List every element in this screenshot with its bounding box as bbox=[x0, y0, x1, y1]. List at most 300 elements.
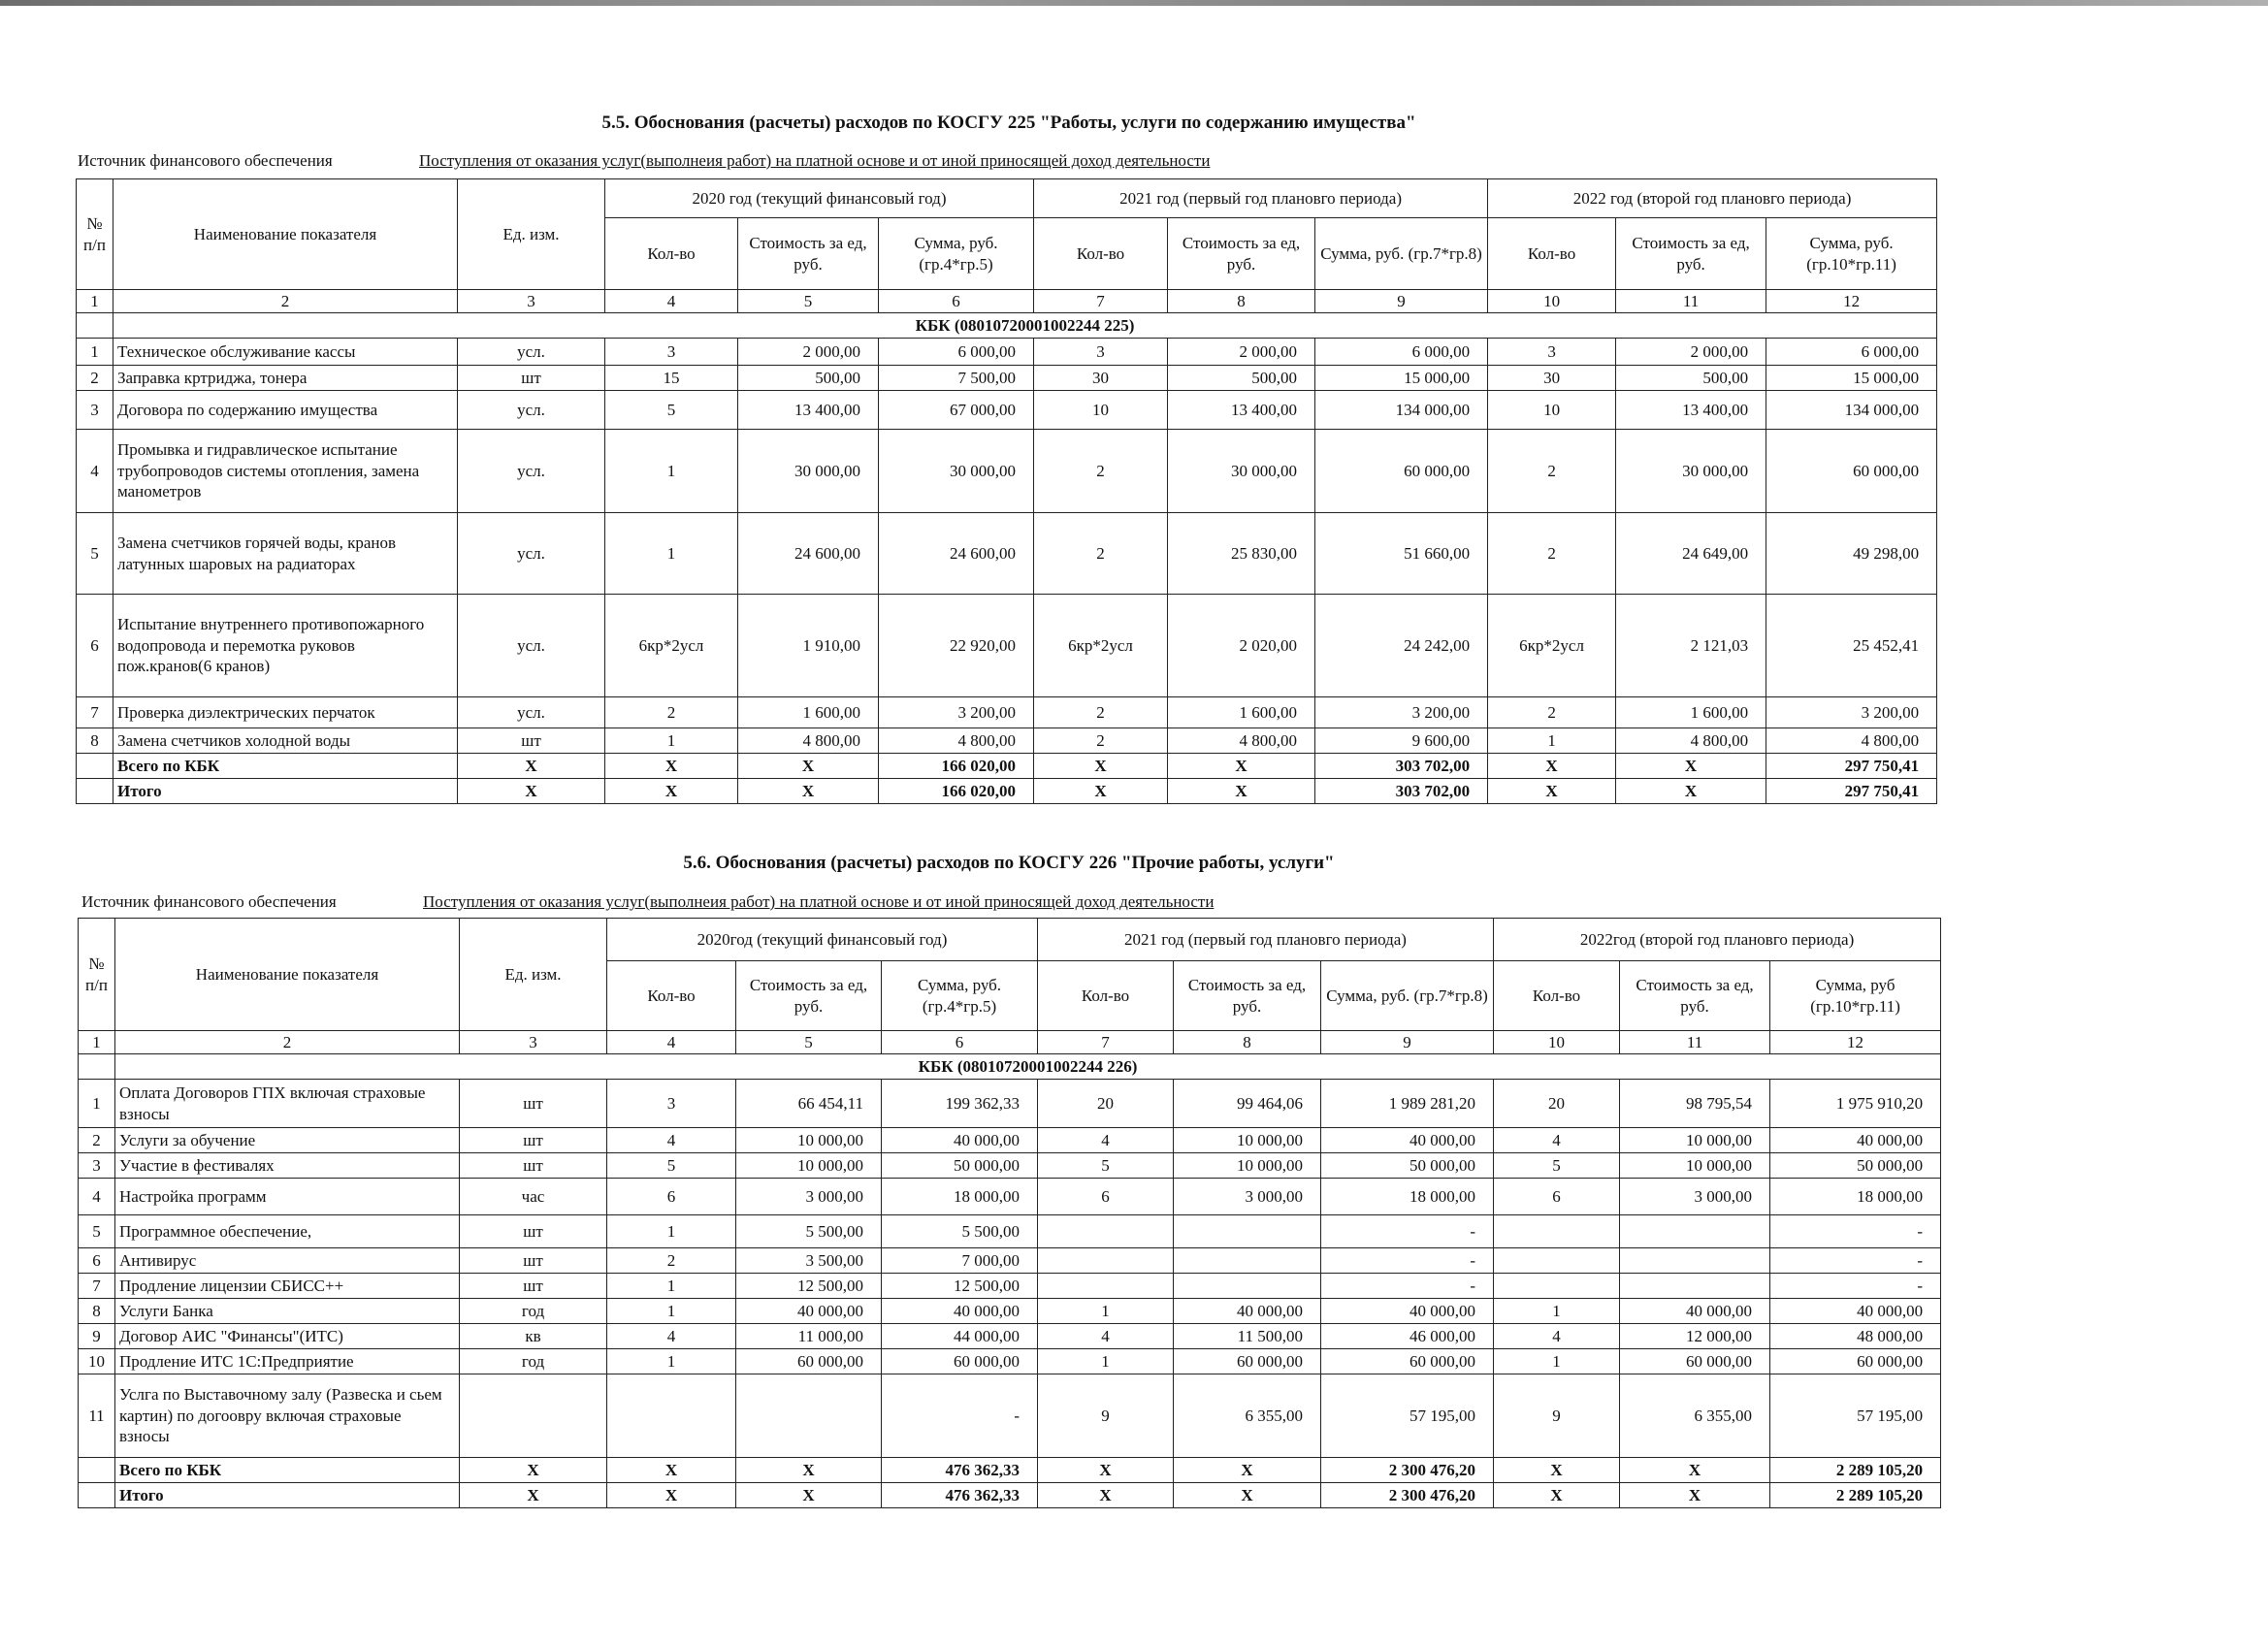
row-number: 5 bbox=[77, 513, 113, 595]
table-row bbox=[79, 1349, 1941, 1374]
qty-2022 bbox=[1494, 1248, 1620, 1274]
total-label: Итого bbox=[115, 1483, 460, 1508]
item-name: Промывка и гидравлическое испытание трубопроводов системы отопления, замена манометров bbox=[113, 430, 458, 513]
total-qty-2022: X bbox=[1494, 1483, 1620, 1508]
total-sum-2021: 2 300 476,20 bbox=[1321, 1483, 1494, 1508]
unit: усл. bbox=[458, 391, 605, 430]
total-unit: X bbox=[458, 754, 605, 779]
sum-2021: 6 000,00 bbox=[1315, 339, 1488, 366]
total-qty-2020: X bbox=[605, 754, 738, 779]
price-2022: 98 795,54 bbox=[1620, 1080, 1770, 1128]
qty-2022: 10 bbox=[1488, 391, 1616, 430]
price-2022: 3 000,00 bbox=[1620, 1179, 1770, 1215]
sum-2021: 51 660,00 bbox=[1315, 513, 1488, 595]
table1-title: 5.5. Обоснования (расчеты) расходов по КОСГУ 225 "Работы, услуги по содержанию имущества" bbox=[601, 113, 1416, 133]
price-2021: 2 020,00 bbox=[1168, 595, 1315, 697]
total-label: Всего по КБК bbox=[115, 1458, 460, 1483]
colnum: 7 bbox=[1034, 290, 1168, 313]
qty-2022: 2 bbox=[1488, 697, 1616, 728]
sum-2022: 15 000,00 bbox=[1766, 366, 1937, 391]
colnum: 12 bbox=[1770, 1031, 1941, 1054]
qty-2021: 6кр*2усл bbox=[1034, 595, 1168, 697]
colnum: 2 bbox=[113, 290, 458, 313]
header-year-2020: 2020 год (текущий финансовый год) bbox=[605, 179, 1034, 218]
price-2020: 10 000,00 bbox=[736, 1128, 882, 1153]
row-number: 6 bbox=[77, 595, 113, 697]
sum-2021: 24 242,00 bbox=[1315, 595, 1488, 697]
table-row bbox=[77, 366, 1937, 391]
total-price-2022: X bbox=[1620, 1483, 1770, 1508]
price-2022: 4 800,00 bbox=[1616, 728, 1766, 754]
total-price-2022: X bbox=[1616, 754, 1766, 779]
grand-total-row bbox=[77, 779, 1937, 804]
qty-2022: 3 bbox=[1488, 339, 1616, 366]
sum-2020: 5 500,00 bbox=[882, 1215, 1038, 1248]
sum-2020: 3 200,00 bbox=[879, 697, 1034, 728]
column-number-row bbox=[79, 1031, 1941, 1054]
qty-2020: 1 bbox=[605, 430, 738, 513]
unit: кв bbox=[460, 1324, 607, 1349]
total-qty-2022: X bbox=[1488, 779, 1616, 804]
sum-2021: 18 000,00 bbox=[1321, 1179, 1494, 1215]
row-number: 9 bbox=[79, 1324, 115, 1349]
sum-2022: 134 000,00 bbox=[1766, 391, 1937, 430]
price-2021: 1 600,00 bbox=[1168, 697, 1315, 728]
total-price-2020: X bbox=[736, 1458, 882, 1483]
sum-2020: 18 000,00 bbox=[882, 1179, 1038, 1215]
item-name: Продление лицензии СБИСС++ bbox=[115, 1274, 460, 1299]
table-row bbox=[79, 1080, 1941, 1128]
sum-2021: 15 000,00 bbox=[1315, 366, 1488, 391]
item-name: Заправка кртриджа, тонера bbox=[113, 366, 458, 391]
item-name: Программное обеспечение, bbox=[115, 1215, 460, 1248]
sum-2022: 60 000,00 bbox=[1766, 430, 1937, 513]
total-sum-2021: 303 702,00 bbox=[1315, 754, 1488, 779]
qty-2022: 20 bbox=[1494, 1080, 1620, 1128]
price-2022: 500,00 bbox=[1616, 366, 1766, 391]
qty-2020: 2 bbox=[607, 1248, 736, 1274]
unit: усл. bbox=[458, 697, 605, 728]
header-price: Стоимость за ед, руб. bbox=[1174, 961, 1321, 1031]
sum-2022: 1 975 910,20 bbox=[1770, 1080, 1941, 1128]
kbk-code: КБК (08010720001002244 225) bbox=[113, 313, 1937, 339]
colnum: 7 bbox=[1038, 1031, 1174, 1054]
unit bbox=[460, 1374, 607, 1458]
sum-2020: 4 800,00 bbox=[879, 728, 1034, 754]
price-2022: 60 000,00 bbox=[1620, 1349, 1770, 1374]
total-qty-2021: X bbox=[1034, 754, 1168, 779]
header-price: Стоимость за ед, руб. bbox=[736, 961, 882, 1031]
price-2021: 30 000,00 bbox=[1168, 430, 1315, 513]
total-sum-2022: 2 289 105,20 bbox=[1770, 1483, 1941, 1508]
price-2021 bbox=[1174, 1274, 1321, 1299]
qty-2020: 15 bbox=[605, 366, 738, 391]
qty-2021: 1 bbox=[1038, 1299, 1174, 1324]
unit: шт bbox=[458, 728, 605, 754]
sum-2020: 67 000,00 bbox=[879, 391, 1034, 430]
qty-2022: 1 bbox=[1494, 1299, 1620, 1324]
sum-2020: 30 000,00 bbox=[879, 430, 1034, 513]
qty-2021: 3 bbox=[1034, 339, 1168, 366]
sum-2021: 40 000,00 bbox=[1321, 1128, 1494, 1153]
qty-2022: 4 bbox=[1494, 1128, 1620, 1153]
price-2022 bbox=[1620, 1248, 1770, 1274]
table-row bbox=[77, 339, 1937, 366]
sum-2022: 49 298,00 bbox=[1766, 513, 1937, 595]
price-2022: 10 000,00 bbox=[1620, 1128, 1770, 1153]
price-2020: 10 000,00 bbox=[736, 1153, 882, 1179]
header-price: Стоимость за ед, руб. bbox=[1616, 218, 1766, 290]
table-row bbox=[79, 1274, 1941, 1299]
qty-2020: 3 bbox=[605, 339, 738, 366]
sum-2022: 40 000,00 bbox=[1770, 1128, 1941, 1153]
row-number: 2 bbox=[77, 366, 113, 391]
item-name: Антивирус bbox=[115, 1248, 460, 1274]
total-sum-2020: 476 362,33 bbox=[882, 1458, 1038, 1483]
price-2021: 2 000,00 bbox=[1168, 339, 1315, 366]
sum-2021: 60 000,00 bbox=[1321, 1349, 1494, 1374]
kbk-empty-cell bbox=[77, 313, 113, 339]
header-sum: Сумма, руб. (гр.4*гр.5) bbox=[882, 961, 1038, 1031]
total-row-number bbox=[79, 1483, 115, 1508]
price-2020: 60 000,00 bbox=[736, 1349, 882, 1374]
header-sum: Сумма, руб. (гр.4*гр.5) bbox=[879, 218, 1034, 290]
header-price: Стоимость за ед, руб. bbox=[1168, 218, 1315, 290]
total-qty-2020: X bbox=[607, 1483, 736, 1508]
sum-2022: 25 452,41 bbox=[1766, 595, 1937, 697]
price-2021: 3 000,00 bbox=[1174, 1179, 1321, 1215]
colnum: 2 bbox=[115, 1031, 460, 1054]
price-2020: 3 500,00 bbox=[736, 1248, 882, 1274]
price-2022: 1 600,00 bbox=[1616, 697, 1766, 728]
total-qty-2020: X bbox=[607, 1458, 736, 1483]
item-name: Продление ИТС 1С:Предприятие bbox=[115, 1349, 460, 1374]
header-sum: Сумма, руб (гр.10*гр.11) bbox=[1770, 961, 1941, 1031]
row-number: 1 bbox=[79, 1080, 115, 1128]
row-number: 5 bbox=[79, 1215, 115, 1248]
price-2021: 13 400,00 bbox=[1168, 391, 1315, 430]
price-2022: 40 000,00 bbox=[1620, 1299, 1770, 1324]
total-label: Итого bbox=[113, 779, 458, 804]
table-row bbox=[79, 1153, 1941, 1179]
sum-2021: 9 600,00 bbox=[1315, 728, 1488, 754]
sum-2020: 22 920,00 bbox=[879, 595, 1034, 697]
row-number: 8 bbox=[79, 1299, 115, 1324]
qty-2021: 5 bbox=[1038, 1153, 1174, 1179]
qty-2021: 20 bbox=[1038, 1080, 1174, 1128]
unit: шт bbox=[460, 1248, 607, 1274]
column-number-row bbox=[77, 290, 1937, 313]
qty-2020: 4 bbox=[607, 1128, 736, 1153]
qty-2022: 2 bbox=[1488, 430, 1616, 513]
table2-title: 5.6. Обоснования (расчеты) расходов по КОСГУ 226 "Прочие работы, услуги" bbox=[683, 853, 1335, 873]
price-2020: 24 600,00 bbox=[738, 513, 879, 595]
table-row bbox=[77, 595, 1937, 697]
sum-2020: 50 000,00 bbox=[882, 1153, 1038, 1179]
sum-2021: 57 195,00 bbox=[1321, 1374, 1494, 1458]
colnum: 11 bbox=[1620, 1031, 1770, 1054]
price-2021: 10 000,00 bbox=[1174, 1153, 1321, 1179]
price-2020: 3 000,00 bbox=[736, 1179, 882, 1215]
sum-2020: 40 000,00 bbox=[882, 1299, 1038, 1324]
header-year-2020: 2020год (текущий финансовый год) bbox=[607, 919, 1038, 961]
sum-2022: 6 000,00 bbox=[1766, 339, 1937, 366]
sum-2020: 7 000,00 bbox=[882, 1248, 1038, 1274]
price-2020: 1 600,00 bbox=[738, 697, 879, 728]
price-2021: 6 355,00 bbox=[1174, 1374, 1321, 1458]
table-row bbox=[77, 728, 1937, 754]
price-2021 bbox=[1174, 1215, 1321, 1248]
kbk-code: КБК (08010720001002244 226) bbox=[115, 1054, 1941, 1080]
sum-2021: - bbox=[1321, 1215, 1494, 1248]
colnum: 6 bbox=[882, 1031, 1038, 1054]
price-2021: 99 464,06 bbox=[1174, 1080, 1321, 1128]
item-name: Услуги за обучение bbox=[115, 1128, 460, 1153]
table1-source bbox=[78, 151, 1436, 173]
sum-2020: 6 000,00 bbox=[879, 339, 1034, 366]
colnum: 9 bbox=[1315, 290, 1488, 313]
unit: шт bbox=[460, 1274, 607, 1299]
qty-2021: 10 bbox=[1034, 391, 1168, 430]
price-2021: 4 800,00 bbox=[1168, 728, 1315, 754]
grand-total-row bbox=[79, 1483, 1941, 1508]
qty-2021: 6 bbox=[1038, 1179, 1174, 1215]
price-2020: 500,00 bbox=[738, 366, 879, 391]
sum-2022: - bbox=[1770, 1248, 1941, 1274]
sum-2020: 40 000,00 bbox=[882, 1128, 1038, 1153]
price-2020: 13 400,00 bbox=[738, 391, 879, 430]
price-2022: 12 000,00 bbox=[1620, 1324, 1770, 1349]
row-number: 7 bbox=[77, 697, 113, 728]
total-row-number bbox=[77, 779, 113, 804]
sum-2020: - bbox=[882, 1374, 1038, 1458]
price-2021: 10 000,00 bbox=[1174, 1128, 1321, 1153]
header-name: Наименование показателя bbox=[113, 179, 458, 290]
qty-2021: 4 bbox=[1038, 1128, 1174, 1153]
total-qty-2020: X bbox=[605, 779, 738, 804]
price-2021: 11 500,00 bbox=[1174, 1324, 1321, 1349]
qty-2021: 2 bbox=[1034, 513, 1168, 595]
sum-2021: - bbox=[1321, 1248, 1494, 1274]
header-sum: Сумма, руб. (гр.7*гр.8) bbox=[1315, 218, 1488, 290]
sum-2021: 3 200,00 bbox=[1315, 697, 1488, 728]
price-2022: 30 000,00 bbox=[1616, 430, 1766, 513]
unit: шт bbox=[460, 1128, 607, 1153]
colnum: 3 bbox=[458, 290, 605, 313]
price-2022: 6 355,00 bbox=[1620, 1374, 1770, 1458]
table-row bbox=[77, 513, 1937, 595]
row-number: 7 bbox=[79, 1274, 115, 1299]
price-2022: 10 000,00 bbox=[1620, 1153, 1770, 1179]
qty-2020: 1 bbox=[607, 1299, 736, 1324]
qty-2020: 3 bbox=[607, 1080, 736, 1128]
qty-2020: 6 bbox=[607, 1179, 736, 1215]
qty-2020: 6кр*2усл bbox=[605, 595, 738, 697]
colnum: 10 bbox=[1494, 1031, 1620, 1054]
unit: усл. bbox=[458, 430, 605, 513]
header-unit: Ед. изм. bbox=[458, 179, 605, 290]
header-price: Стоимость за ед, руб. bbox=[1620, 961, 1770, 1031]
price-2020 bbox=[736, 1374, 882, 1458]
item-name: Настройка программ bbox=[115, 1179, 460, 1215]
table1 bbox=[76, 178, 1937, 804]
colnum: 8 bbox=[1168, 290, 1315, 313]
qty-2021 bbox=[1038, 1215, 1174, 1248]
qty-2022: 1 bbox=[1494, 1349, 1620, 1374]
qty-2022: 30 bbox=[1488, 366, 1616, 391]
qty-2022: 4 bbox=[1494, 1324, 1620, 1349]
table-row bbox=[79, 1179, 1941, 1215]
row-number: 4 bbox=[77, 430, 113, 513]
price-2020: 40 000,00 bbox=[736, 1299, 882, 1324]
header-qty: Кол-во bbox=[605, 218, 738, 290]
qty-2022: 6 bbox=[1494, 1179, 1620, 1215]
qty-2022: 1 bbox=[1488, 728, 1616, 754]
sum-2020: 44 000,00 bbox=[882, 1324, 1038, 1349]
sum-2022: - bbox=[1770, 1215, 1941, 1248]
total-price-2020: X bbox=[738, 779, 879, 804]
unit: шт bbox=[460, 1080, 607, 1128]
unit: шт bbox=[460, 1153, 607, 1179]
total-unit: X bbox=[458, 779, 605, 804]
total-sum-2020: 166 020,00 bbox=[879, 754, 1034, 779]
sum-2022: 40 000,00 bbox=[1770, 1299, 1941, 1324]
total-qty-2022: X bbox=[1494, 1458, 1620, 1483]
item-name: Техническое обслуживание кассы bbox=[113, 339, 458, 366]
table2-source bbox=[81, 892, 1440, 914]
header-num: № п/п bbox=[77, 179, 113, 290]
price-2020: 66 454,11 bbox=[736, 1080, 882, 1128]
total-qty-2021: X bbox=[1034, 779, 1168, 804]
qty-2021 bbox=[1038, 1274, 1174, 1299]
qty-2021: 2 bbox=[1034, 728, 1168, 754]
total-sum-2022: 297 750,41 bbox=[1766, 754, 1937, 779]
qty-2022: 5 bbox=[1494, 1153, 1620, 1179]
qty-2020: 1 bbox=[607, 1274, 736, 1299]
sum-2022: 60 000,00 bbox=[1770, 1349, 1941, 1374]
header-sum: Сумма, руб. (гр.7*гр.8) bbox=[1321, 961, 1494, 1031]
table2-source-label: Источник финансового обеспечения bbox=[81, 892, 337, 911]
row-number: 3 bbox=[79, 1153, 115, 1179]
qty-2020: 2 bbox=[605, 697, 738, 728]
table2 bbox=[78, 918, 1941, 1508]
total-price-2020: X bbox=[736, 1483, 882, 1508]
price-2022 bbox=[1620, 1215, 1770, 1248]
table-row bbox=[77, 430, 1937, 513]
header-price: Стоимость за ед, руб. bbox=[738, 218, 879, 290]
sum-2022: 4 800,00 bbox=[1766, 728, 1937, 754]
unit: усл. bbox=[458, 339, 605, 366]
unit: усл. bbox=[458, 595, 605, 697]
table-row bbox=[77, 391, 1937, 430]
sum-2022: 3 200,00 bbox=[1766, 697, 1937, 728]
table2-source-value: Поступления от оказания услуг(выполнеия работ) на платной основе и от иной приносящей доход деятельности bbox=[423, 892, 1215, 911]
total-price-2022: X bbox=[1620, 1458, 1770, 1483]
item-name: Замена счетчиков холодной воды bbox=[113, 728, 458, 754]
qty-2021: 1 bbox=[1038, 1349, 1174, 1374]
scan-edge bbox=[0, 0, 2268, 6]
qty-2020: 1 bbox=[605, 513, 738, 595]
qty-2020: 5 bbox=[605, 391, 738, 430]
price-2021: 40 000,00 bbox=[1174, 1299, 1321, 1324]
total-price-2021: X bbox=[1174, 1458, 1321, 1483]
sum-2022: 48 000,00 bbox=[1770, 1324, 1941, 1349]
item-name: Замена счетчиков горячей воды, кранов латунных шаровых на радиаторах bbox=[113, 513, 458, 595]
colnum: 11 bbox=[1616, 290, 1766, 313]
qty-2022: 2 bbox=[1488, 513, 1616, 595]
total-price-2020: X bbox=[738, 754, 879, 779]
item-name: Договор АИС "Финансы"(ИТС) bbox=[115, 1324, 460, 1349]
total-sum-2022: 2 289 105,20 bbox=[1770, 1458, 1941, 1483]
sum-2021: - bbox=[1321, 1274, 1494, 1299]
price-2020: 11 000,00 bbox=[736, 1324, 882, 1349]
item-name: Оплата Договоров ГПХ включая страховые взносы bbox=[115, 1080, 460, 1128]
table-row bbox=[79, 1299, 1941, 1324]
row-number: 11 bbox=[79, 1374, 115, 1458]
qty-2020 bbox=[607, 1374, 736, 1458]
price-2021: 25 830,00 bbox=[1168, 513, 1315, 595]
qty-2021: 30 bbox=[1034, 366, 1168, 391]
total-unit: X bbox=[460, 1458, 607, 1483]
sum-2022: 50 000,00 bbox=[1770, 1153, 1941, 1179]
qty-2021: 4 bbox=[1038, 1324, 1174, 1349]
unit: усл. bbox=[458, 513, 605, 595]
price-2022: 2 000,00 bbox=[1616, 339, 1766, 366]
total-price-2021: X bbox=[1168, 754, 1315, 779]
table1-source-value: Поступления от оказания услуг(выполнеия работ) на платной основе и от иной приносящей доход деятельности bbox=[419, 151, 1211, 170]
qty-2022 bbox=[1494, 1215, 1620, 1248]
colnum: 1 bbox=[77, 290, 113, 313]
price-2021: 500,00 bbox=[1168, 366, 1315, 391]
price-2022: 13 400,00 bbox=[1616, 391, 1766, 430]
header-name: Наименование показателя bbox=[115, 919, 460, 1031]
price-2022: 24 649,00 bbox=[1616, 513, 1766, 595]
colnum: 5 bbox=[738, 290, 879, 313]
item-name: Проверка диэлектрических перчаток bbox=[113, 697, 458, 728]
total-label: Всего по КБК bbox=[113, 754, 458, 779]
item-name: Услга по Выставочному залу (Развеска и сьем картин) по догоовру включая страховые взносы bbox=[115, 1374, 460, 1458]
qty-2020: 1 bbox=[607, 1215, 736, 1248]
qty-2021: 2 bbox=[1034, 697, 1168, 728]
qty-2021: 2 bbox=[1034, 430, 1168, 513]
item-name: Участие в фестивалях bbox=[115, 1153, 460, 1179]
header-qty: Кол-во bbox=[1038, 961, 1174, 1031]
colnum: 4 bbox=[605, 290, 738, 313]
price-2022: 2 121,03 bbox=[1616, 595, 1766, 697]
table-row bbox=[79, 1248, 1941, 1274]
sum-2021: 134 000,00 bbox=[1315, 391, 1488, 430]
unit: год bbox=[460, 1299, 607, 1324]
header-num: № п/п bbox=[79, 919, 115, 1031]
header-year-2021: 2021 год (первый год плановго периода) bbox=[1034, 179, 1488, 218]
price-2020: 5 500,00 bbox=[736, 1215, 882, 1248]
qty-2022: 6кр*2усл bbox=[1488, 595, 1616, 697]
sum-2022: 57 195,00 bbox=[1770, 1374, 1941, 1458]
colnum: 3 bbox=[460, 1031, 607, 1054]
row-number: 1 bbox=[77, 339, 113, 366]
row-number: 4 bbox=[79, 1179, 115, 1215]
qty-2020: 1 bbox=[607, 1349, 736, 1374]
sum-2021: 50 000,00 bbox=[1321, 1153, 1494, 1179]
sum-2022: - bbox=[1770, 1274, 1941, 1299]
row-number: 3 bbox=[77, 391, 113, 430]
colnum: 10 bbox=[1488, 290, 1616, 313]
total-row-number bbox=[77, 754, 113, 779]
unit: шт bbox=[460, 1215, 607, 1248]
table-row bbox=[79, 1324, 1941, 1349]
sum-2020: 199 362,33 bbox=[882, 1080, 1038, 1128]
item-name: Испытание внутреннего противопожарного водопровода и перемотка руковов пож.кранов(6 кранов) bbox=[113, 595, 458, 697]
